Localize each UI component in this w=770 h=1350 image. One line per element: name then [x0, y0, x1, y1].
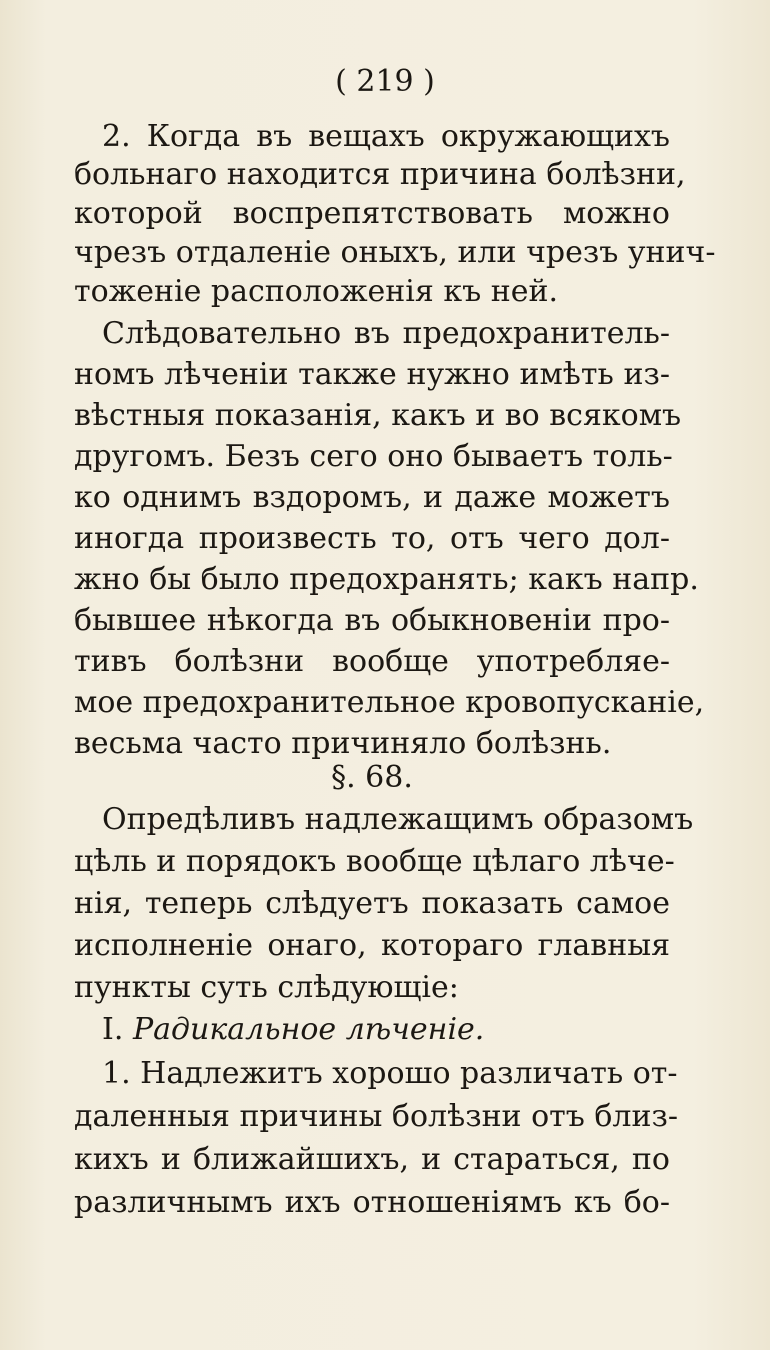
text-line: весьма часто причиняло болѣзнь. — [74, 726, 612, 761]
text-line: исполненіе онаго, котораго главныя — [74, 928, 670, 963]
text-line: цѣль и порядокъ вообще цѣлаго лѣче- — [74, 844, 675, 879]
text-line: 2. Когда въ вещахъ окружающихъ — [102, 119, 670, 154]
text-line: вѣстныя показанія, какъ и во всякомъ — [74, 398, 682, 433]
text-line: тивъ болѣзни вообще употребляе- — [74, 644, 670, 679]
text-line: различнымъ ихъ отношеніямъ къ бо- — [74, 1185, 670, 1220]
text-line: иногда произвесть то, отъ чего дол- — [74, 521, 670, 556]
text-line: Слѣдовательно въ предохранитель- — [102, 316, 670, 351]
section-number: §. 68. — [331, 760, 413, 795]
section-heading-title: Радикальное лѣченіе. — [132, 1012, 485, 1047]
text-line: номъ лѣченіи также нужно имѣть из- — [74, 357, 670, 392]
text-line: нія, теперь слѣдуетъ показать самое — [74, 886, 670, 921]
text-line: даленныя причины болѣзни отъ близ- — [74, 1099, 678, 1134]
text-line: кихъ и ближайшихъ, и стараться, по — [74, 1142, 670, 1177]
section-heading-number: I. — [102, 1012, 124, 1047]
text-line: тоженіе расположенія къ ней. — [74, 274, 559, 309]
text-line: жно бы было предохранять; какъ напр. — [74, 562, 699, 597]
text-line: 1. Надлежитъ хорошо различать от- — [102, 1056, 678, 1091]
text-line: Опредѣливъ надлежащимъ образомъ — [102, 802, 694, 837]
page-number: ( 219 ) — [335, 64, 435, 99]
text-line: мое предохранительное кровопусканіе, — [74, 685, 705, 720]
text-line: другомъ. Безъ сего оно бываетъ толь- — [74, 439, 673, 474]
section-heading — [102, 1010, 670, 1050]
text-line: пункты суть слѣдующіе: — [74, 970, 459, 1005]
text-line: больнаго находится причина болѣзни, — [74, 157, 686, 192]
text-line: которой воспрепятствовать можно — [74, 196, 670, 231]
text-line: бывшее нѣкогда въ обыкновеніи про- — [74, 603, 670, 638]
text-line: ко однимъ вздоромъ, и даже можетъ — [74, 480, 670, 515]
text-line: чрезъ отдаленіе оныхъ, или чрезъ унич- — [74, 235, 716, 270]
